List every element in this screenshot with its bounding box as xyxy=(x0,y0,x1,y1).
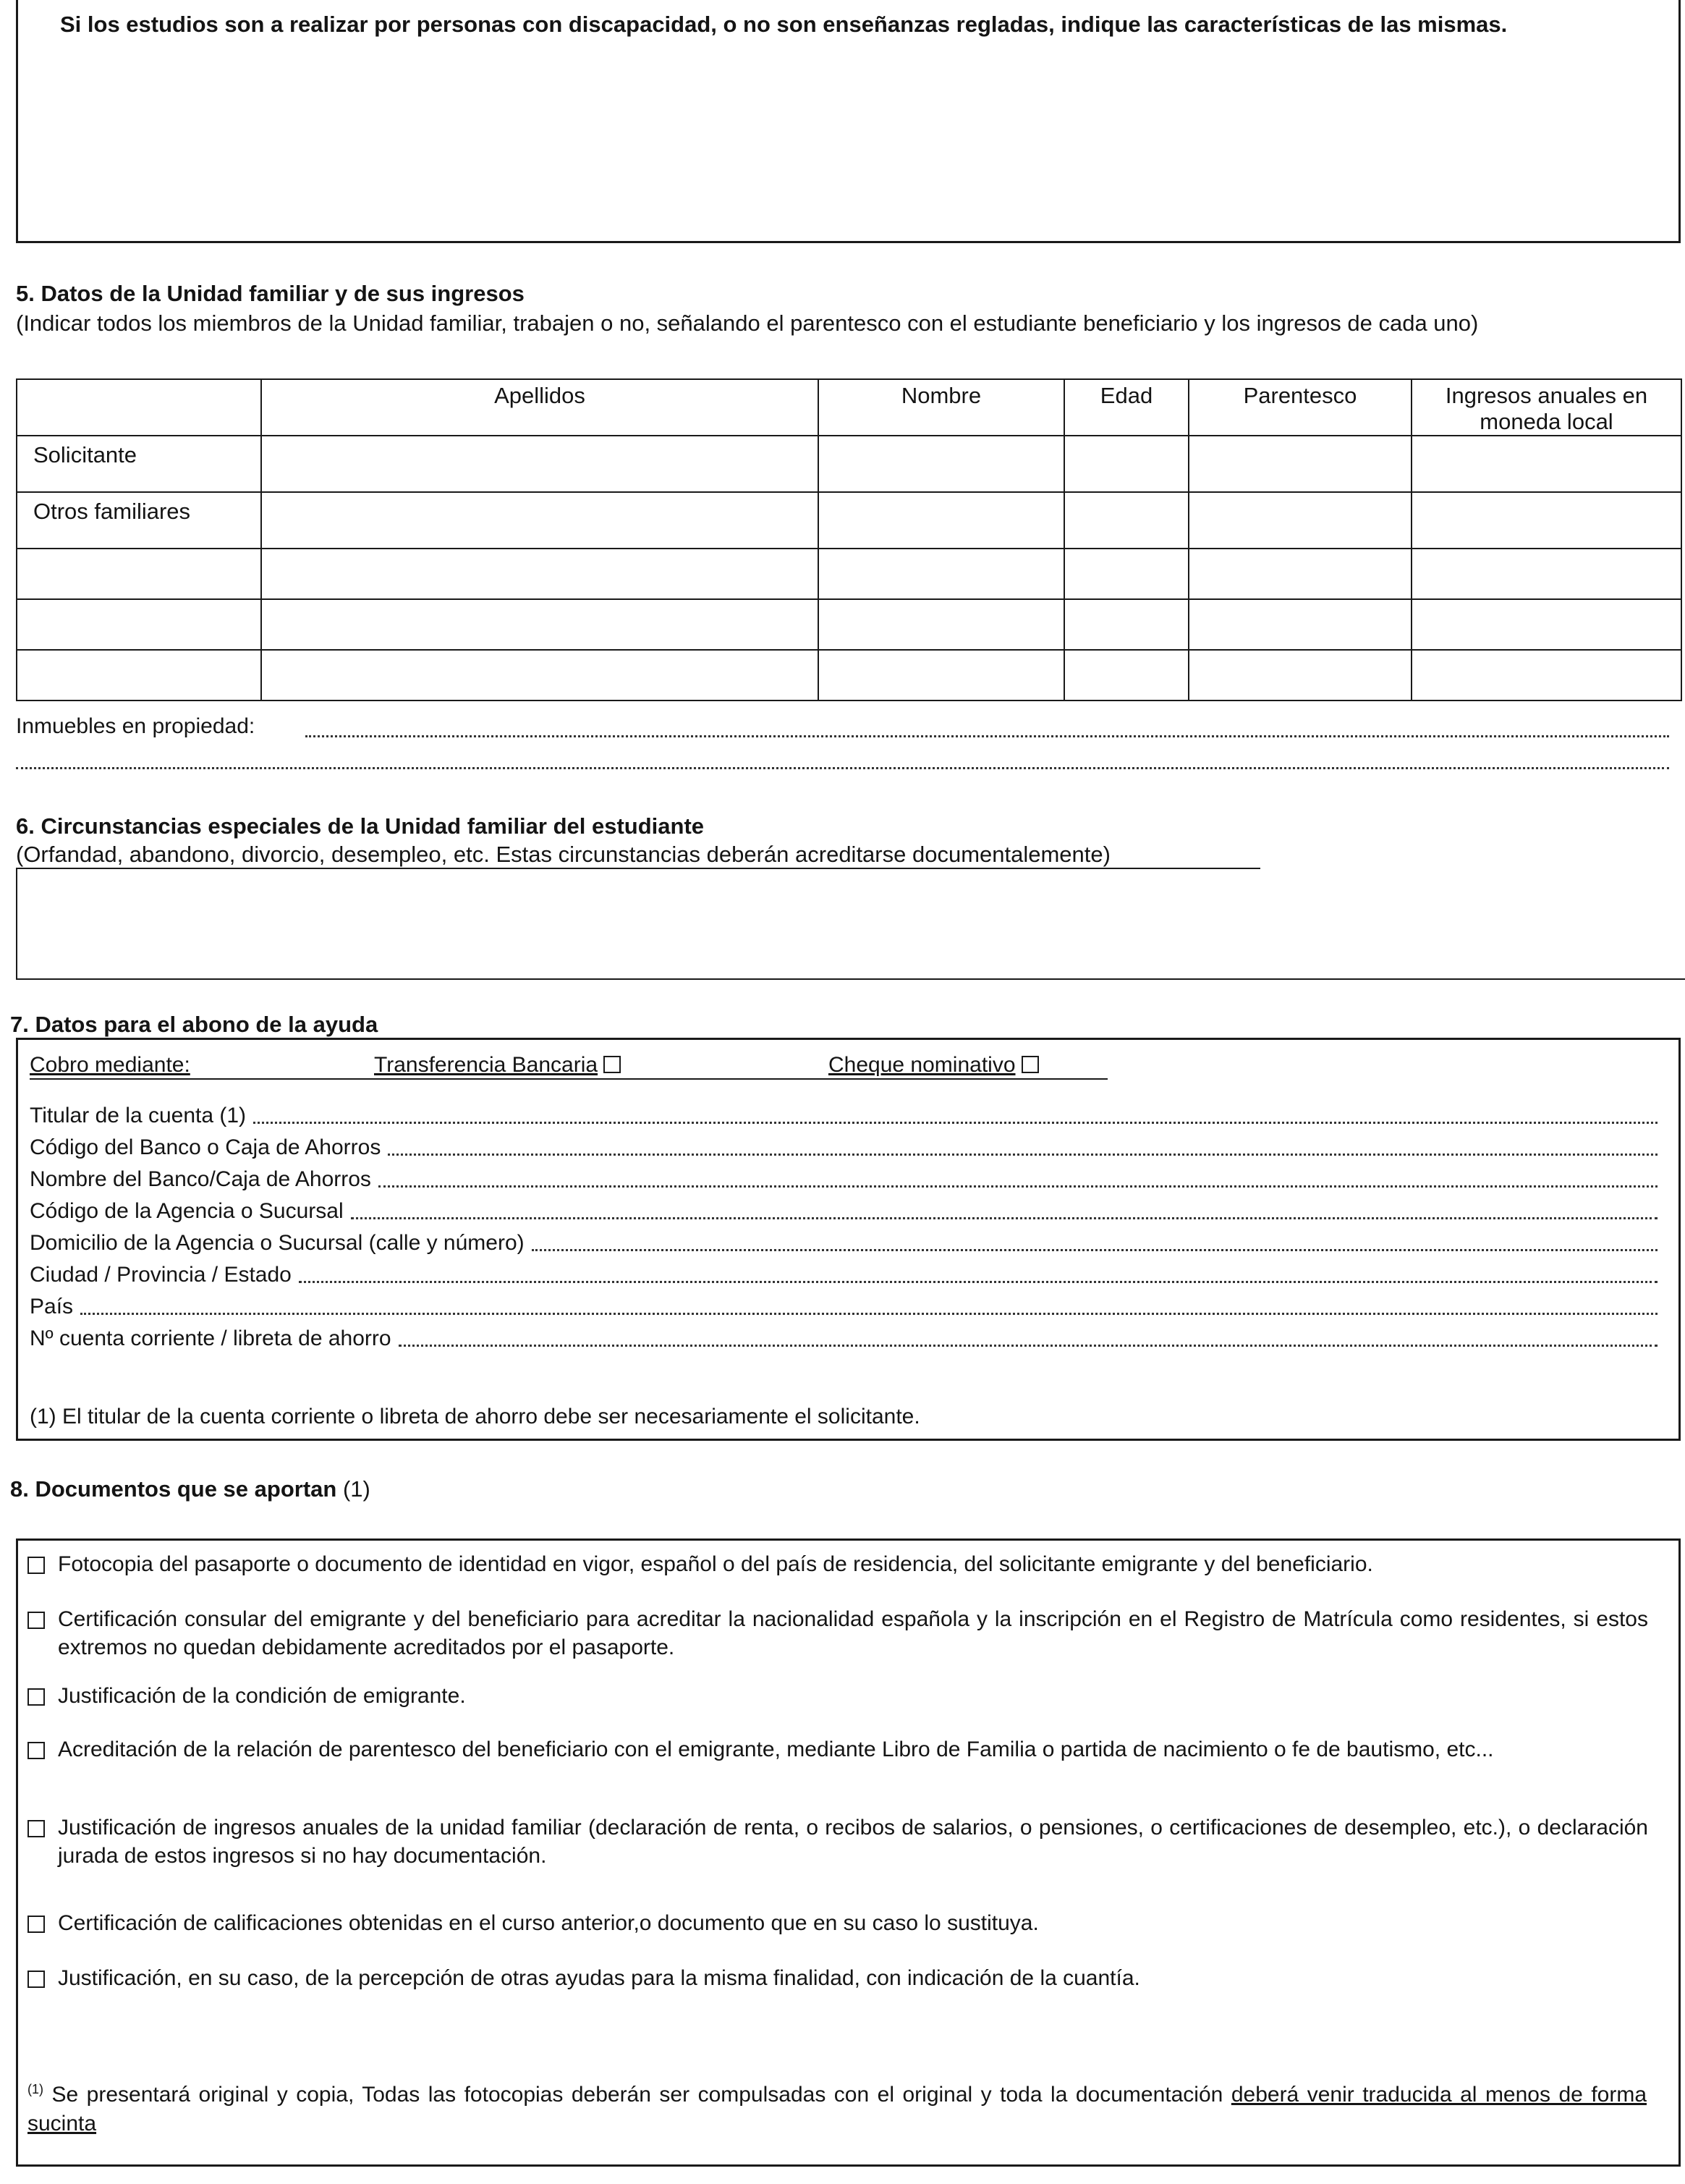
cell-ingresos[interactable] xyxy=(1412,492,1681,549)
table-header-row xyxy=(17,379,1681,436)
transfer-checkbox[interactable] xyxy=(603,1056,621,1073)
table-row[interactable] xyxy=(17,436,1681,492)
account-field-row[interactable] xyxy=(30,1263,1658,1287)
cell-apellidos[interactable] xyxy=(261,549,818,599)
account-field-label: Nº cuenta corriente / libreta de ahorro xyxy=(30,1326,391,1350)
cell-nombre[interactable] xyxy=(818,492,1064,549)
footnote-mark: (1) xyxy=(27,2082,43,2096)
account-field-label: Domicilio de la Agencia o Sucursal (calle y número) xyxy=(30,1231,525,1255)
section5-subtitle: (Indicar todos los miembros de la Unidad familiar, trabajen o no, señalando el parentesco con el estudiante beneficiario y los ingresos de cada uno) xyxy=(16,310,1479,336)
account-footnote: (1) El titular de la cuenta corriente o libreta de ahorro debe ser necesariamente el solicitante. xyxy=(30,1405,920,1429)
cell-parentesco[interactable] xyxy=(1189,436,1412,492)
account-field-row[interactable] xyxy=(30,1135,1658,1160)
footnote-underlined: deberá venir traducida al menos de forma sucinta xyxy=(27,2083,1647,2136)
document-item[interactable] xyxy=(27,1605,1648,1662)
account-field-label: Código de la Agencia o Sucursal xyxy=(30,1199,344,1223)
account-field-label: Ciudad / Provincia / Estado xyxy=(30,1263,292,1287)
cell-edad[interactable] xyxy=(1064,599,1189,650)
section5-title: 5. Datos de la Unidad familiar y de sus ingresos xyxy=(16,281,525,306)
table-row[interactable] xyxy=(17,492,1681,549)
document-checkbox[interactable] xyxy=(27,1916,45,1933)
disability-note-box[interactable] xyxy=(16,0,1681,243)
document-item-text: Certificación de calificaciones obtenidas en el curso anterior,o documento que en su caso lo sustituya. xyxy=(58,1911,1039,1935)
cell-parentesco[interactable] xyxy=(1189,650,1412,701)
document-item-text: Justificación de la condición de emigrante. xyxy=(58,1684,466,1708)
cell-ingresos[interactable] xyxy=(1412,436,1681,492)
table-header-cell xyxy=(17,379,261,436)
property-field-line-2[interactable] xyxy=(16,767,1669,769)
document-item-text: Justificación de ingresos anuales de la unidad familiar (declaración de renta, o recibos de salarios, o pensiones, o certificaciones de desempleo, etc.), o declaración jurada de estos ingresos si no hay documentación. xyxy=(58,1816,1648,1868)
account-field-label: Titular de la cuenta (1) xyxy=(30,1104,247,1127)
cell-apellidos[interactable] xyxy=(261,599,818,650)
property-field-line-1[interactable] xyxy=(305,735,1669,737)
account-field-line[interactable] xyxy=(80,1313,1658,1315)
table-row[interactable] xyxy=(17,650,1681,701)
document-checkbox[interactable] xyxy=(27,1612,45,1629)
document-item[interactable] xyxy=(27,1682,1648,1710)
table-header-edad: Edad xyxy=(1064,379,1189,436)
section8-title-text: 8. Documentos que se aportan xyxy=(10,1476,337,1502)
cell-edad[interactable] xyxy=(1064,650,1189,701)
cell-parentesco[interactable] xyxy=(1189,549,1412,599)
account-field-row[interactable] xyxy=(30,1295,1658,1319)
account-field-line[interactable] xyxy=(399,1345,1658,1347)
cell-apellidos[interactable] xyxy=(261,436,818,492)
cheque-option[interactable] xyxy=(828,1053,1039,1078)
document-item[interactable] xyxy=(27,1550,1648,1578)
payment-label: Cobro mediante: xyxy=(30,1053,190,1077)
document-item-text: Justificación, en su caso, de la percepción de otras ayudas para la misma finalidad, con indicación de la cuantía. xyxy=(58,1966,1140,1990)
account-field-label: País xyxy=(30,1295,74,1319)
property-label: Inmuebles en propiedad: xyxy=(16,714,255,738)
document-item[interactable] xyxy=(27,1813,1648,1870)
section8-title xyxy=(10,1476,370,1502)
section6-subtitle: (Orfandad, abandono, divorcio, desempleo, etc. Estas circunstancias deberán acreditarse documentalemente) xyxy=(16,842,1111,867)
account-field-line[interactable] xyxy=(388,1154,1658,1156)
cell-ingresos[interactable] xyxy=(1412,650,1681,701)
document-checkbox[interactable] xyxy=(27,1688,45,1706)
cell-nombre[interactable] xyxy=(818,549,1064,599)
row-label: Otros familiares xyxy=(17,492,261,549)
document-item[interactable] xyxy=(27,1735,1648,1764)
account-field-line[interactable] xyxy=(378,1185,1658,1188)
table-header-ingresos xyxy=(1412,379,1681,436)
table-header-nombre: Nombre xyxy=(818,379,1064,436)
account-field-label: Código del Banco o Caja de Ahorros xyxy=(30,1135,381,1159)
payment-box xyxy=(16,1038,1681,1441)
document-item[interactable] xyxy=(27,1964,1648,1992)
transfer-label: Transferencia Bancaria xyxy=(374,1053,598,1077)
account-field-line[interactable] xyxy=(299,1281,1658,1283)
cell-parentesco[interactable] xyxy=(1189,492,1412,549)
account-field-label: Nombre del Banco/Caja de Ahorros xyxy=(30,1167,371,1191)
document-checkbox[interactable] xyxy=(27,1971,45,1988)
cheque-checkbox[interactable] xyxy=(1022,1056,1039,1073)
cell-nombre[interactable] xyxy=(818,599,1064,650)
account-field-line[interactable] xyxy=(351,1217,1658,1219)
cheque-label: Cheque nominativo xyxy=(828,1053,1016,1077)
row-label xyxy=(17,549,261,599)
document-item[interactable] xyxy=(27,1909,1648,1937)
section7-title: 7. Datos para el abono de la ayuda xyxy=(10,1012,378,1037)
cell-apellidos[interactable] xyxy=(261,650,818,701)
payment-underline-tail xyxy=(30,1078,1108,1080)
account-field-line[interactable] xyxy=(253,1122,1658,1124)
cell-nombre[interactable] xyxy=(818,436,1064,492)
cell-ingresos[interactable] xyxy=(1412,549,1681,599)
account-field-line[interactable] xyxy=(532,1249,1658,1251)
row-label: Solicitante xyxy=(17,436,261,492)
cell-edad[interactable] xyxy=(1064,549,1189,599)
table-header-parentesco: Parentesco xyxy=(1189,379,1412,436)
cell-parentesco[interactable] xyxy=(1189,599,1412,650)
circumstances-box[interactable] xyxy=(16,868,1685,980)
account-field-row[interactable] xyxy=(30,1326,1658,1351)
cell-apellidos[interactable] xyxy=(261,492,818,549)
account-field-row[interactable] xyxy=(30,1231,1658,1256)
cell-edad[interactable] xyxy=(1064,436,1189,492)
document-checkbox[interactable] xyxy=(27,1557,45,1574)
document-item-text: Certificación consular del emigrante y del beneficiario para acreditar la nacionalidad española y la inscripción en el Registro de Matrícula como residentes, si estos extremos no quedan debidamente acreditados por el pasaporte. xyxy=(58,1607,1648,1659)
table-row[interactable] xyxy=(17,549,1681,599)
account-field-row[interactable] xyxy=(30,1199,1658,1224)
document-item-text: Acreditación de la relación de parentesco del beneficiario con el emigrante, mediante Libro de Familia o partida de nacimiento o fe de bautismo, etc... xyxy=(58,1738,1494,1761)
disability-note-text: Si los estudios son a realizar por personas con discapacidad, o no son enseñanzas regladas, indique las características de las mismas. xyxy=(60,12,1508,37)
document-checkbox[interactable] xyxy=(27,1820,45,1837)
table-row[interactable] xyxy=(17,599,1681,650)
cell-ingresos[interactable] xyxy=(1412,599,1681,650)
document-checkbox[interactable] xyxy=(27,1742,45,1759)
ingresos-label: Ingresos anuales en moneda local xyxy=(1445,383,1648,434)
family-table xyxy=(16,378,1682,701)
documents-footnote xyxy=(27,2075,1647,2138)
cell-edad[interactable] xyxy=(1064,492,1189,549)
row-label xyxy=(17,599,261,650)
footnote-text: Se presentará original y copia, Todas las fotocopias deberán ser compulsadas con el original y toda la documentación xyxy=(51,2083,1223,2107)
cell-nombre[interactable] xyxy=(818,650,1064,701)
account-field-row[interactable] xyxy=(30,1104,1658,1128)
transfer-option[interactable] xyxy=(374,1053,621,1078)
account-field-row[interactable] xyxy=(30,1167,1658,1192)
table-header-apellidos: Apellidos xyxy=(261,379,818,436)
document-item-text: Fotocopia del pasaporte o documento de identidad en vigor, español o del país de residencia, del solicitante emigrante y del beneficiario. xyxy=(58,1552,1373,1576)
section6-title: 6. Circunstancias especiales de la Unidad familiar del estudiante xyxy=(16,813,705,839)
section8-title-suffix: (1) xyxy=(342,1476,370,1502)
row-label xyxy=(17,650,261,701)
